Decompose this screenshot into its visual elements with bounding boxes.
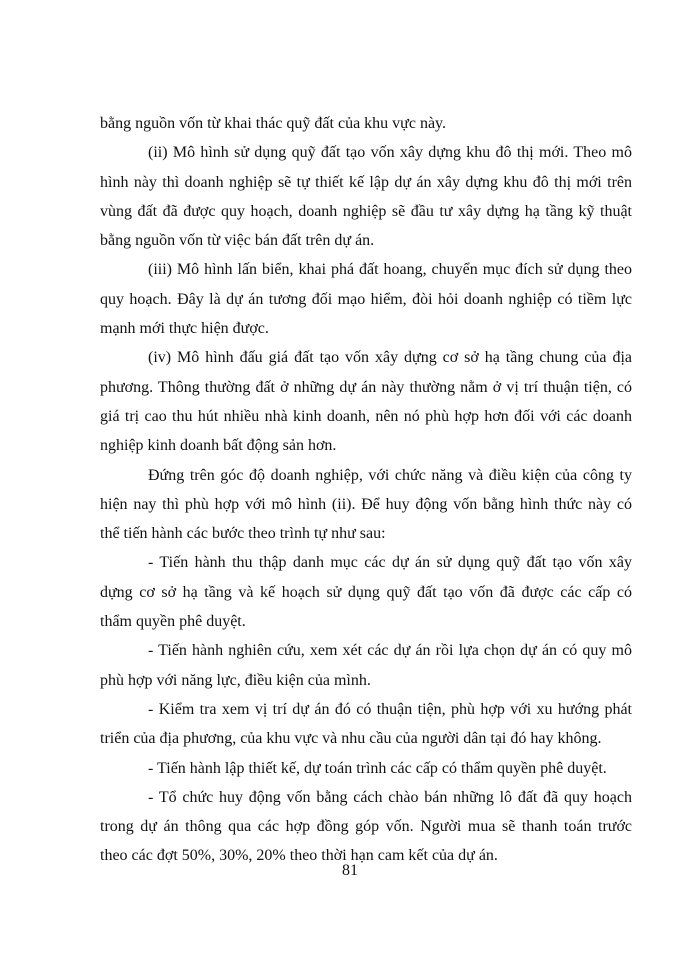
text-line: hình này thì doanh nghiệp sẽ tự thiết kế lập dự án xây dựng khu đô thị mới trên xyxy=(100,173,632,191)
text-line: triển của địa phương, của khu vực và nhu cầu của người dân tại đó hay không. xyxy=(100,730,602,748)
text-line: Đứng trên góc độ doanh nghiệp, với chức năng và điều kiện của công ty xyxy=(148,466,632,484)
paragraph xyxy=(100,695,632,754)
text-line: thể tiến hành các bước theo trình tự như sau: xyxy=(100,525,386,543)
paragraph xyxy=(100,636,632,695)
text-line: - Tổ chức huy động vốn bằng cách chào bán những lô đất đã quy hoạch xyxy=(148,788,632,806)
text-line: bằng nguồn vốn từ khai thác quỹ đất của khu vực này. xyxy=(100,115,446,132)
text-line: (ii) Mô hình sử dụng quỹ đất tạo vốn xây dựng khu đô thị mới. Theo mô xyxy=(148,144,632,162)
paragraph xyxy=(100,255,632,343)
text-line: - Tiến hành nghiên cứu, xem xét các dự án rồi lựa chọn dự án có quy mô xyxy=(148,642,632,660)
text-line: (iii) Mô hình lấn biển, khai phá đất hoang, chuyển mục đích sử dụng theo xyxy=(148,261,632,279)
text-line: vùng đất đã được quy hoạch, doanh nghiệp sẽ đầu tư xây dựng hạ tầng kỹ thuật xyxy=(100,202,632,220)
text-line: dựng cơ sở hạ tầng và kế hoạch sử dụng quỹ đất tạo vốn đã được các cấp có xyxy=(100,583,632,601)
text-line: - Tiến hành thu thập danh mục các dự án sử dụng quỹ đất tạo vốn xây xyxy=(148,554,632,572)
paragraph xyxy=(100,138,632,255)
paragraph xyxy=(100,783,632,871)
paragraph xyxy=(100,548,632,636)
paragraph xyxy=(100,754,632,783)
text-line: hiện nay thì phù hợp với mô hình (ii). Để huy động vốn bằng hình thức này có xyxy=(100,495,632,513)
text-line: - Kiểm tra xem vị trí dự án đó có thuận tiện, phù hợp với xu hướng phát xyxy=(148,700,632,718)
text-line: thẩm quyền phê duyệt. xyxy=(100,613,246,631)
text-line: (iv) Mô hình đấu giá đất tạo vốn xây dựng cơ sở hạ tầng chung của địa xyxy=(148,349,632,367)
text-line: trong dự án thông qua các hợp đồng góp vốn. Người mua sẽ thanh toán trước xyxy=(100,818,632,836)
paragraph xyxy=(100,343,632,460)
text-line: bằng nguồn vốn từ việc bán đất trên dự án. xyxy=(100,232,375,250)
text-line: nghiệp kinh doanh bất động sản hơn. xyxy=(100,437,337,455)
text-line: - Tiến hành lập thiết kế, dự toán trình các cấp có thẩm quyền phê duyệt. xyxy=(148,759,607,777)
text-line: quy hoạch. Đây là dự án tương đối mạo hiểm, đòi hỏi doanh nghiệp có tiềm lực xyxy=(100,290,632,308)
text-line: theo các đợt 50%, 30%, 20% theo thời hạn cam kết của dự án. xyxy=(100,847,498,865)
paragraph xyxy=(100,109,632,138)
text-line: phương. Thông thường đất ở những dự án này thường nằm ở vị trí thuận tiện, có xyxy=(100,378,632,396)
paragraph xyxy=(100,461,632,549)
text-line: giá trị cao thu hút nhiều nhà kinh doanh, nên nó phù hợp hơn đối với các doanh xyxy=(100,407,632,425)
body-text xyxy=(100,109,632,871)
text-line: phù hợp với năng lực, điều kiện của mình. xyxy=(100,671,371,689)
page-number: 81 xyxy=(342,862,358,879)
text-line: mạnh mới thực hiện được. xyxy=(100,320,269,338)
